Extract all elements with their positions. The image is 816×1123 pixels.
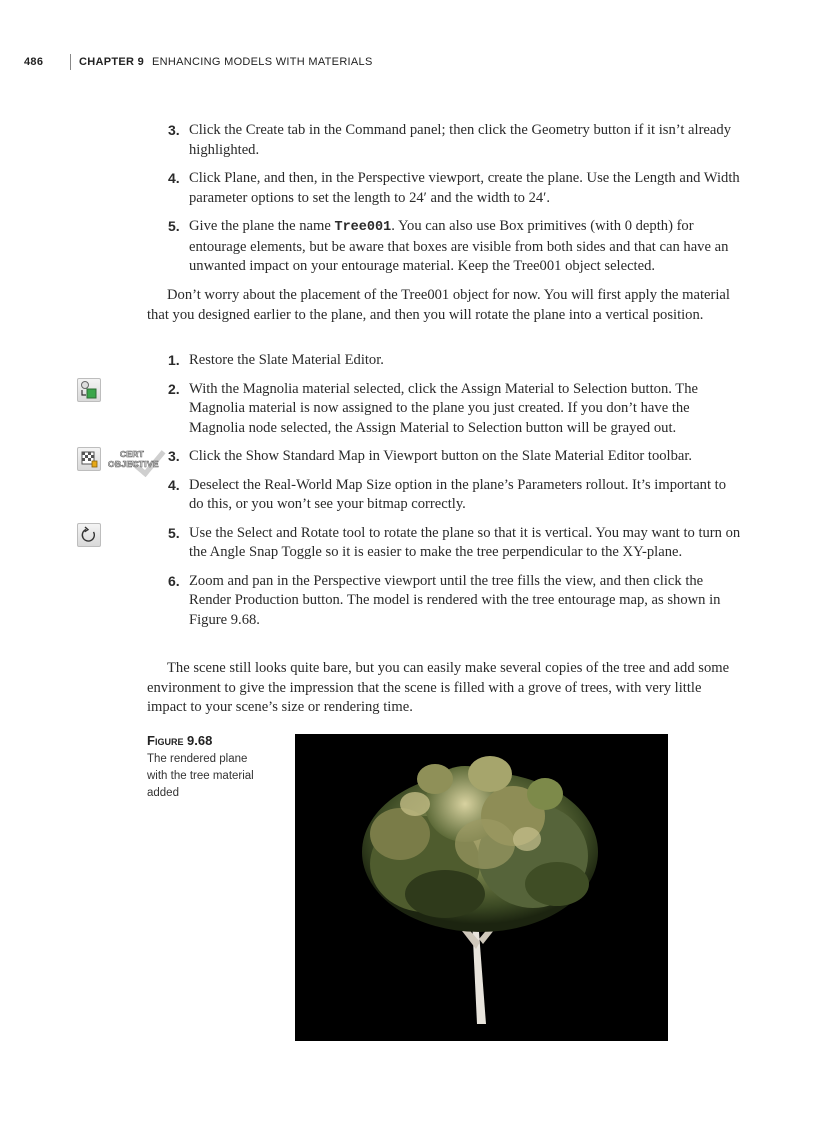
step-number: 4. (168, 170, 180, 186)
step-text: Give the plane the name (189, 218, 335, 234)
list-item (168, 524, 743, 563)
cert-objective-badge (108, 449, 159, 477)
assign-material-icon (77, 378, 101, 402)
list-item (168, 572, 743, 631)
cert-badge-line1: CERT (119, 449, 145, 459)
list-item (168, 351, 743, 371)
step-text: Zoom and pan in the Perspective viewport until the tree fills the view, and then click the Render Production button. The model is rendered with the tree entourage map, as shown in Figure 9.68. (189, 572, 721, 628)
list-item (168, 380, 743, 439)
rendered-tree-figure (295, 734, 668, 1041)
step-text: Restore the Slate Material Editor. (189, 352, 384, 368)
step-text: . You can also use Box primitives (with 0 depth) for entourage elements, but be aware that boxes are visible from both sides and that can have an unwanted impact on your entourage material. Keep the Tree001 object selected. (189, 218, 729, 274)
step-text: Click Plane, and then, in the Perspective viewport, create the plane. Use the Length and Width parameter options to set the length to 24′ and the width to 24′. (189, 170, 740, 206)
body-paragraph: The scene still looks quite bare, but you can easily make several copies of the tree and add some environment to give the impression that the scene is filled with a grove of trees, with very little impact to your scene’s size or rendering time. (147, 660, 730, 715)
body-paragraph: Don’t worry about the placement of the Tree001 object for now. You will first apply the material that you designed earlier to the plane, and then you will rotate the plane into a vertical position. (147, 287, 730, 323)
step-number: 4. (168, 476, 180, 493)
object-name-code: Tree001 (334, 220, 392, 235)
step-number: 1. (168, 352, 180, 368)
step-text: Click the Create tab in the Command panel; then click the Geometry button if it isn’t already highlighted. (189, 122, 731, 158)
step-number: 3. (168, 122, 180, 138)
tree-image (295, 734, 668, 1041)
step-number: 6. (168, 572, 180, 589)
list-item (168, 476, 743, 515)
figure-caption (147, 733, 267, 802)
step-number: 3. (168, 448, 180, 464)
figure-label: Figure 9.68 (147, 733, 213, 748)
steps-list-apply-material (168, 351, 743, 639)
step-text: Use the Select and Rotate tool to rotate the plane so that it is vertical. You may want to turn on the Angle Snap Toggle so it is easier to make the tree perpendicular to the XY-plane. (189, 524, 741, 560)
step-text: With the Magnolia material selected, click the Assign Material to Selection button. The Magnolia material is now assigned to the plane you just created. If you don’t have the Magnolia node selected, the Assign Material to Selection button will be grayed out. (189, 380, 698, 436)
chapter-title: ENHANCING MODELS WITH MATERIALS (152, 56, 373, 68)
step-number: 5. (168, 524, 180, 541)
steps-list-create-plane (168, 121, 743, 286)
running-head (24, 55, 373, 69)
figure-caption-text: The rendered plane with the tree material added (147, 753, 254, 799)
page-number: 486 (24, 56, 44, 68)
step-number: 2. (168, 380, 180, 397)
list-item (168, 121, 743, 160)
select-and-rotate-icon (77, 523, 101, 547)
list-item (168, 169, 743, 208)
cert-badge-line2: OBJECTIVE (108, 459, 159, 469)
step-text: Deselect the Real-World Map Size option in the plane’s Parameters rollout. It’s important to do this, or you won’t see your bitmap correctly. (189, 476, 727, 512)
list-item (168, 447, 743, 467)
step-text: Click the Show Standard Map in Viewport button on the Slate Material Editor toolbar. (189, 448, 693, 464)
chapter-label: CHAPTER 9 (79, 56, 145, 68)
header-divider (70, 54, 71, 70)
step-number: 5. (168, 218, 180, 234)
list-item (168, 217, 743, 277)
show-map-in-viewport-icon (77, 447, 101, 471)
